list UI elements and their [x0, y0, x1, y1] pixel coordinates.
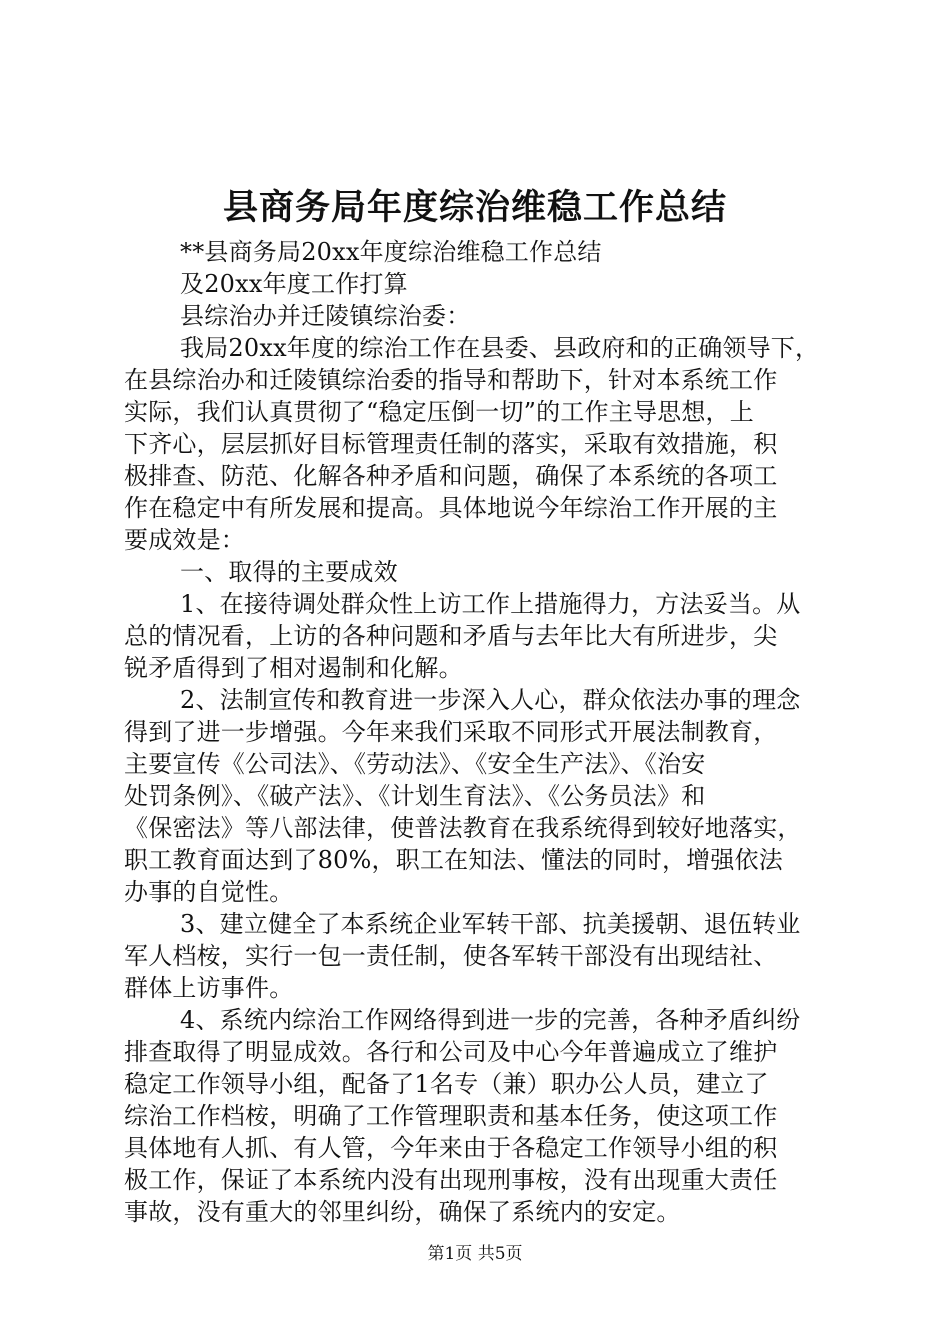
body-line: 得到了进一步增强。今年来我们采取不同形式开展法制教育，: [124, 718, 778, 746]
body-line: 《保密法》等八部法律，使普法教育在我系统得到较好地落实，: [124, 814, 802, 842]
body-line: 群体上访事件。: [124, 974, 294, 1002]
body-line: 具体地有人抓、有人管，今年来由于各稳定工作领导小组的积: [124, 1134, 778, 1162]
body-line: 2、法制宣传和教育进一步深入人心，群众依法办事的理念: [180, 686, 801, 714]
body-line: 总的情况看，上访的各种问题和矛盾与去年比大有所进步，尖: [124, 622, 778, 650]
body-line: 职工教育面达到了80%，职工在知法、懂法的同时，增强依法: [124, 846, 783, 874]
page-footer: 第1页 共5页: [427, 1244, 523, 1264]
body-line: 县综治办并迁陵镇综治委：: [180, 302, 471, 330]
body-line: 我局20xx年度的综治工作在县委、县政府和的正确领导下，: [180, 334, 820, 362]
body-line: 3、建立健全了本系统企业军转干部、抗美援朝、退伍转业: [180, 910, 801, 938]
body-line: 综治工作档桉，明确了工作管理职责和基本任务，使这项工作: [124, 1102, 778, 1130]
document-title: 县商务局年度综治维稳工作总结: [222, 187, 727, 228]
body-line: **县商务局20xx年度综治维稳工作总结: [180, 238, 602, 266]
body-line: 作在稳定中有所发展和提高。具体地说今年综治工作开展的主: [124, 494, 778, 522]
body-line: 下齐心，层层抓好目标管理责任制的落实，采取有效措施，积: [124, 430, 778, 458]
body-line: 稳定工作领导小组，配备了1名专（兼）职办公人员，建立了: [124, 1070, 769, 1098]
body-line: 排查取得了明显成效。各行和公司及中心今年普遍成立了维护: [124, 1038, 778, 1066]
body-line: 在县综治办和迁陵镇综治委的指导和帮助下，针对本系统工作: [124, 366, 778, 394]
body-line: 要成效是：: [124, 526, 245, 554]
body-line: 及20xx年度工作打算: [180, 270, 408, 298]
body-line: 实际，我们认真贯彻了“稳定压倒一切”的工作主导思想，上: [124, 398, 754, 426]
body-line: 4、系统内综治工作网络得到进一步的完善，各种矛盾纠纷: [180, 1006, 801, 1034]
body-line: 1、在接待调处群众性上访工作上措施得力，方法妥当。从: [180, 590, 801, 618]
body-line: 主要宣传《公司法》、《劳动法》、《安全生产法》、《治安: [124, 750, 706, 778]
body-line: 锐矛盾得到了相对遏制和化解。: [124, 654, 463, 682]
document-body: [124, 236, 844, 1228]
body-line: 极工作，保证了本系统内没有出现刑事桉，没有出现重大责任: [124, 1166, 778, 1194]
body-line: 处罚条例》、《破产法》、《计划生育法》、《公务员法》和: [124, 782, 706, 810]
body-line: 一、取得的主要成效: [180, 558, 398, 586]
body-line: 军人档桉，实行一包一责任制，使各军转干部没有出现结社、: [124, 942, 778, 970]
body-line: 事故，没有重大的邻里纠纷，确保了系统内的安定。: [124, 1198, 681, 1226]
body-line: 办事的自觉性。: [124, 878, 294, 906]
body-line: 极排查、防范、化解各种矛盾和问题，确保了本系统的各项工: [124, 462, 778, 490]
